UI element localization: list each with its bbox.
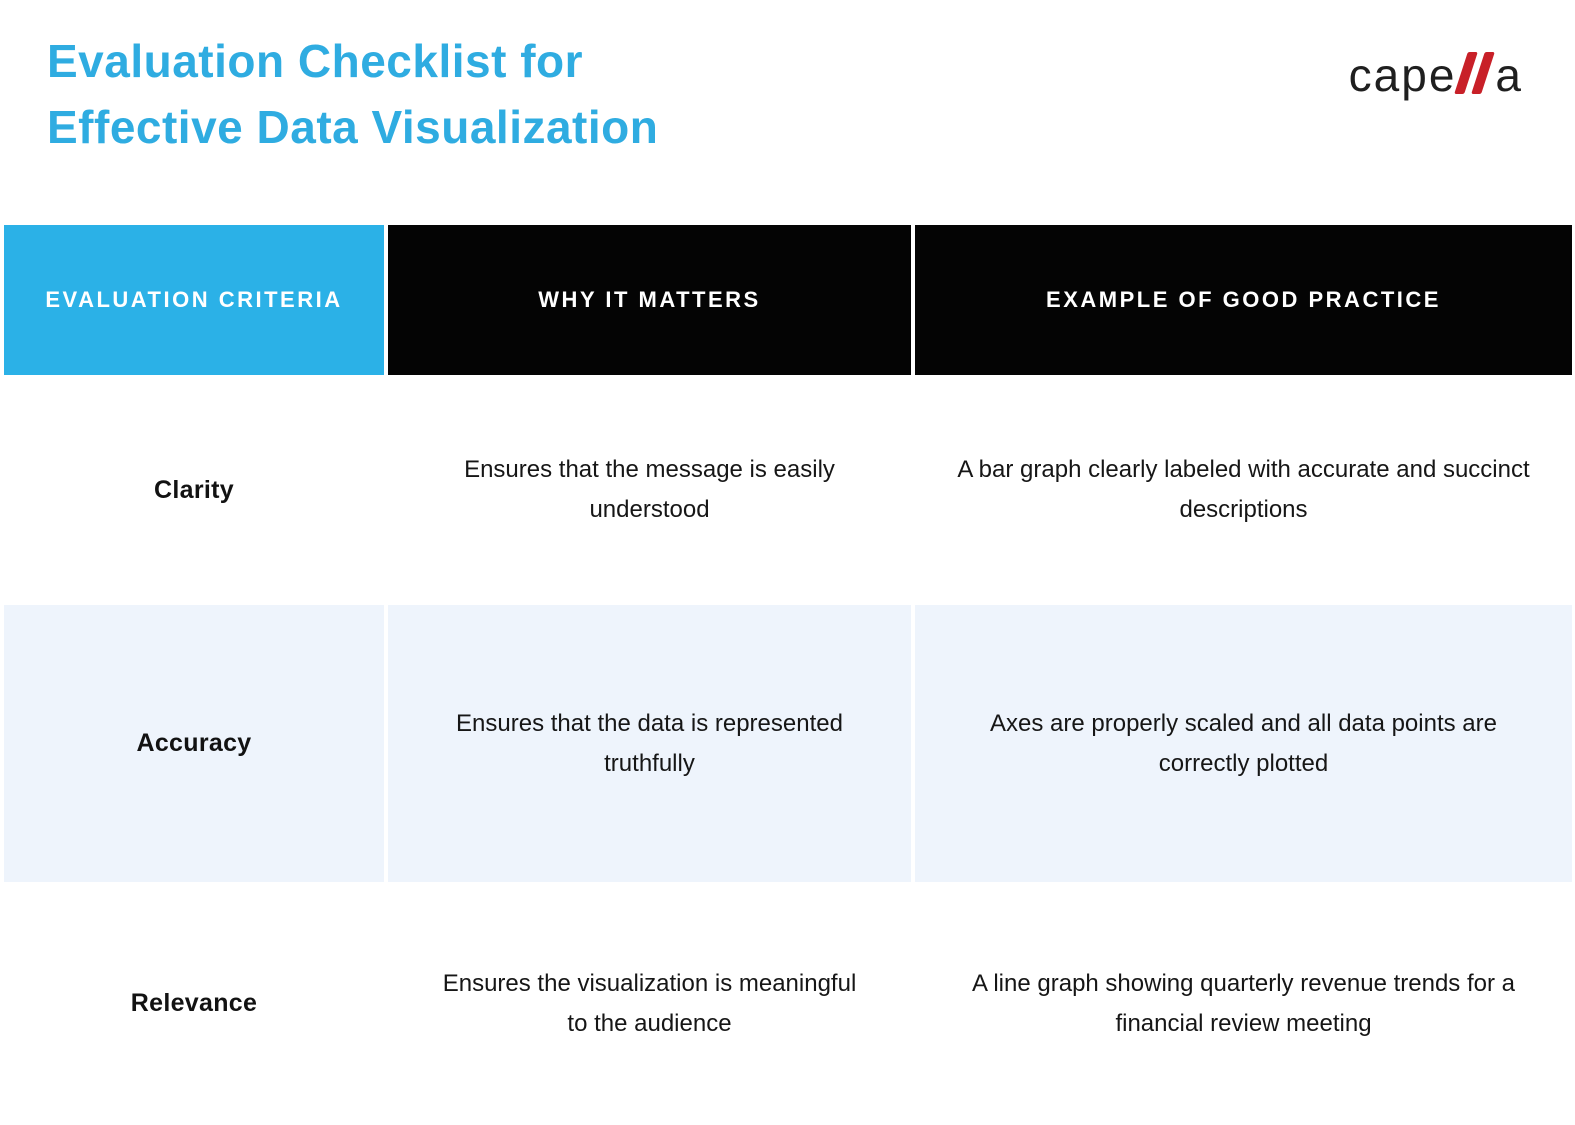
cell-example-accuracy: Axes are properly scaled and all data points are correctly plotted (915, 605, 1572, 882)
cell-example-relevance: A line graph showing quarterly revenue trends for a financial review meeting (972, 969, 1515, 1037)
page-title (47, 28, 658, 160)
cell-criteria-clarity: Clarity (154, 475, 234, 504)
cell-why-accuracy: Ensures that the data is represented truthfully (388, 605, 911, 882)
page-title-line2: Effective Data Visualization (47, 101, 659, 153)
header-evaluation-criteria: EVALUATION CRITERIA (4, 225, 384, 375)
cell-criteria-relevance: Relevance (130, 989, 258, 1017)
capella-logo (1349, 48, 1523, 102)
header-why-it-matters: WHY IT MATTERS (388, 225, 911, 375)
cell-criteria-accuracy: Accuracy (4, 605, 384, 882)
cell-example-clarity: A bar graph clearly labeled with accurate and succinct descriptions (957, 456, 1530, 523)
cell-why-relevance: Ensures the visualization is meaningful to the audience (442, 969, 857, 1037)
evaluation-checklist-table (4, 225, 1572, 1125)
page-title-line1: Evaluation Checklist for (47, 35, 584, 87)
logo-text-left: cape (1348, 49, 1457, 101)
header-example-of-good-practice: EXAMPLE OF GOOD PRACTICE (915, 225, 1572, 375)
logo-double-slash-icon (1455, 52, 1496, 94)
logo-text-right: a (1495, 49, 1523, 101)
cell-why-clarity: Ensures that the message is easily understood (464, 456, 835, 523)
